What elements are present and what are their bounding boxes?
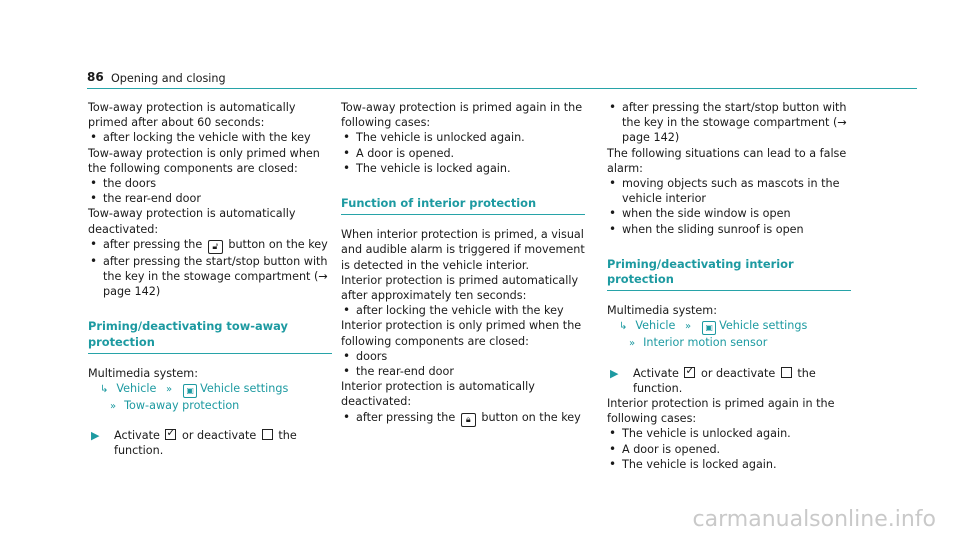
section-heading: Function of interior protection: [341, 196, 585, 215]
list-item: [341, 410, 585, 427]
menu-intro: Multimedia system:: [88, 366, 198, 380]
list-item: • The vehicle is unlocked again.: [607, 426, 851, 441]
checkbox-checked-icon: [684, 367, 695, 378]
text: Activate: [633, 366, 679, 380]
paragraph: Tow-away protection is automatically primed after about 60 seconds:: [88, 101, 296, 130]
page-number: 86: [87, 70, 104, 84]
list-item: • The vehicle is unlocked again.: [341, 130, 585, 145]
paragraph: Interior protection is automatically deactivated:: [341, 380, 535, 409]
text: button on the key: [228, 237, 328, 251]
page-header: [87, 66, 917, 88]
action-arrow-icon: ▶: [91, 429, 100, 443]
list-item: [88, 237, 332, 254]
text: after pressing the: [356, 410, 456, 424]
list-item: • when the sliding sunroof is open: [607, 222, 851, 237]
menu-path: [607, 335, 851, 351]
list-item: • after pressing the start/stop button with the key in the stowage compartment (→ page 142): [88, 254, 332, 300]
text: or deactivate: [700, 366, 776, 380]
list-item: • after locking the vehicle with the key: [341, 303, 585, 318]
action-step: [88, 428, 332, 458]
action-arrow-icon: ▶: [610, 366, 619, 380]
section-heading: Priming/deactivating interior protection: [607, 257, 851, 291]
list-item: • after pressing the start/stop button with the key in the stowage compartment (→ page 142): [607, 100, 851, 146]
menu-link-vehicle-settings[interactable]: Vehicle settings: [719, 319, 808, 333]
menu-link-interior-motion-sensor[interactable]: Interior motion sensor: [643, 336, 768, 350]
header-rule: [87, 88, 917, 89]
text: Activate: [114, 429, 160, 443]
double-chevron-icon: »: [629, 338, 636, 350]
double-chevron-icon: »: [165, 384, 173, 396]
paragraph: When interior protection is primed, a visual and audible alarm is triggered if movement is detected in the vehicle interior.: [341, 228, 585, 272]
menu-link-tow-away-protection[interactable]: Tow-away protection: [124, 399, 240, 413]
action-step: [607, 366, 851, 396]
list-item: • moving objects such as mascots in the vehicle interior: [607, 176, 851, 206]
column-3: [607, 100, 851, 472]
list-item: • the doors: [88, 176, 332, 191]
car-settings-icon: ▣: [702, 321, 716, 335]
paragraph: Tow-away protection is primed again in the following cases:: [341, 101, 583, 130]
paragraph: Interior protection is primed again in the following cases:: [607, 397, 835, 426]
checkbox-empty-icon: [262, 429, 273, 440]
unlock-icon: 🔓︎: [208, 240, 223, 254]
column-2: [341, 100, 585, 427]
watermark: carmanualsonline.info: [692, 506, 936, 532]
list-item: • A door is opened.: [607, 442, 851, 457]
text: the function.: [114, 429, 297, 458]
text: button on the key: [481, 410, 581, 424]
car-settings-icon: ▣: [183, 384, 197, 398]
paragraph: Tow-away protection is only primed when the following components are closed:: [88, 146, 320, 175]
paragraph: Tow-away protection is automatically deactivated:: [88, 207, 296, 236]
list-item: • The vehicle is locked again.: [607, 457, 851, 472]
list-item: • after locking the vehicle with the key: [88, 130, 332, 145]
paragraph: Interior protection is only primed when the following components are closed:: [341, 319, 582, 348]
menu-link-vehicle[interactable]: Vehicle: [635, 319, 676, 333]
menu-intro: Multimedia system:: [607, 304, 717, 318]
list-item: • A door is opened.: [341, 146, 585, 161]
turn-arrow-icon: ↳: [619, 321, 628, 333]
list-item: • the rear-end door: [88, 191, 332, 206]
menu-link-vehicle[interactable]: Vehicle: [116, 382, 157, 396]
menu-path: [88, 381, 332, 398]
checkbox-checked-icon: [165, 429, 176, 440]
lock-icon: 🔒︎: [461, 413, 476, 427]
list-item: • the rear-end door: [341, 364, 585, 379]
menu-path: [607, 318, 851, 335]
paragraph: Interior protection is primed automatically after approximately ten seconds:: [341, 273, 579, 303]
text: or deactivate: [181, 429, 257, 443]
column-1: [88, 100, 332, 459]
turn-arrow-icon: ↳: [100, 384, 109, 396]
list-item: • when the side window is open: [607, 206, 851, 221]
checkbox-empty-icon: [781, 367, 792, 378]
double-chevron-icon: »: [684, 321, 692, 333]
double-chevron-icon: »: [110, 401, 117, 413]
section-title: Opening and closing: [111, 72, 226, 85]
text: after pressing the: [103, 237, 203, 251]
section-heading: Priming/deactivating tow-away protection: [88, 319, 332, 353]
list-item: • The vehicle is locked again.: [341, 161, 585, 176]
text: the function.: [633, 366, 816, 395]
menu-path: [88, 398, 332, 414]
menu-link-vehicle-settings[interactable]: Vehicle settings: [200, 382, 289, 396]
paragraph: The following situations can lead to a false alarm:: [607, 146, 847, 175]
list-item: • doors: [341, 349, 585, 364]
